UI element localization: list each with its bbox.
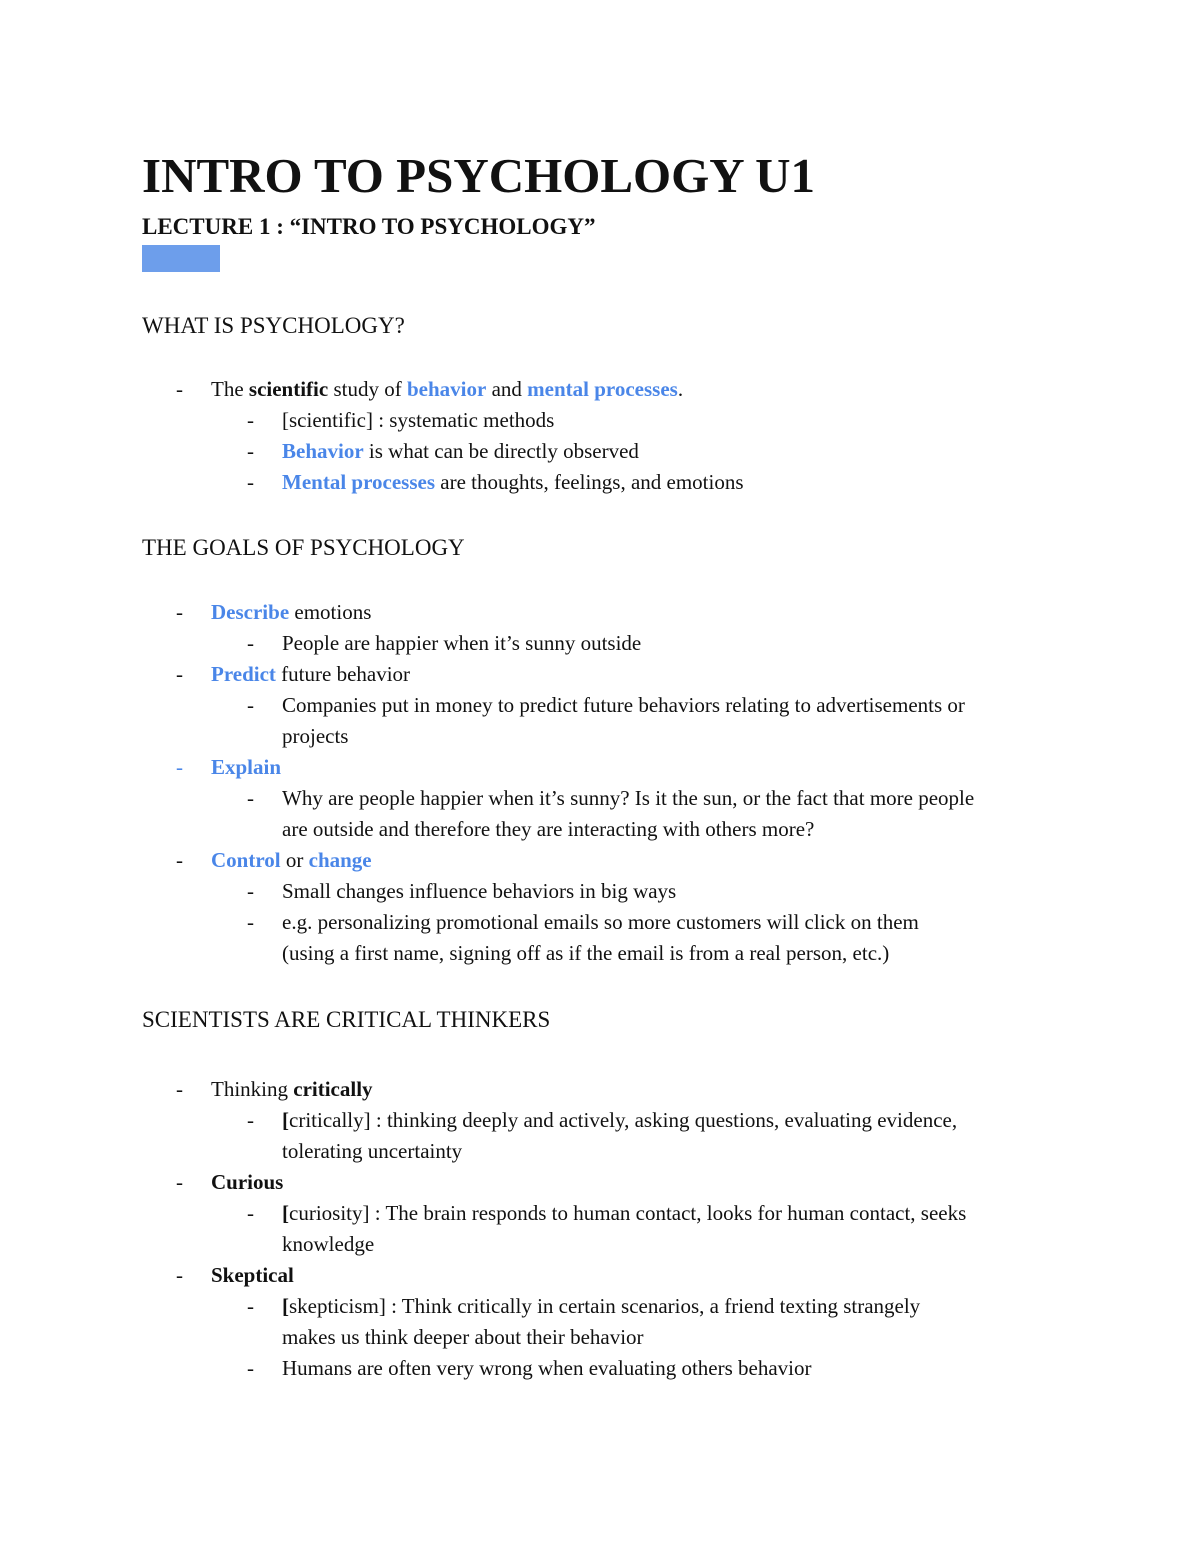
bullet-dash: -	[176, 662, 183, 686]
text-run: are thoughts, feelings, and emotions	[435, 470, 744, 494]
text-run: : systematic methods	[372, 408, 555, 432]
bullet-text	[282, 436, 639, 467]
section-heading-critical-thinkers: SCIENTISTS ARE CRITICAL THINKERS	[142, 1007, 551, 1032]
text-run: : Think critically in certain scenarios, a friend texting strangely	[385, 1294, 921, 1318]
bullet-text	[211, 1074, 373, 1105]
key-term: Control	[211, 848, 281, 872]
key-term: Explain	[211, 755, 282, 779]
bracket-term: skepticism]	[289, 1294, 386, 1318]
bullet-dash: -	[176, 1170, 183, 1194]
text-run: : thinking deeply and actively, asking questions, evaluating evidence,	[370, 1108, 958, 1132]
bullet-text	[282, 1198, 966, 1229]
bold-term: scientific	[248, 377, 329, 401]
bullet-dash: -	[247, 1108, 254, 1132]
section-heading-what-is-psychology: WHAT IS PSYCHOLOGY?	[142, 313, 405, 338]
bullet-dash: -	[247, 470, 254, 494]
bullet-text: Small changes influence behaviors in big ways	[282, 879, 677, 903]
key-term: Predict	[211, 662, 276, 686]
bullet-dash: -	[176, 377, 183, 401]
text-run: and	[486, 377, 528, 401]
text-run: .	[677, 377, 684, 401]
text-run: Thinking	[211, 1077, 294, 1101]
bullet-text: are outside and therefore they are interacting with others more?	[282, 817, 815, 841]
bullet-text: projects	[282, 724, 349, 748]
bullet-text	[211, 374, 683, 405]
bracket-term: critically]	[289, 1108, 371, 1132]
bullet-text: makes us think deeper about their behavior	[282, 1325, 644, 1349]
bracket: [	[282, 1108, 289, 1132]
bullet-dash: -	[247, 631, 254, 655]
bracket: [	[282, 1201, 289, 1225]
bullet-dash: -	[247, 693, 254, 717]
highlight-block	[142, 245, 220, 272]
bullet-dash: -	[176, 1077, 183, 1101]
document-title: INTRO TO PSYCHOLOGY U1	[142, 148, 815, 203]
bold-term: critically	[293, 1077, 373, 1101]
bullet-dash: -	[247, 408, 254, 432]
bracket-term: [scientific]	[282, 408, 373, 432]
text-run: future behavior	[275, 662, 411, 686]
bullet-dash: -	[176, 600, 183, 624]
bullet-dash: -	[247, 1294, 254, 1318]
lecture-title: LECTURE 1 : “INTRO TO PSYCHOLOGY”	[142, 214, 596, 239]
bullet-text	[211, 597, 371, 628]
key-term: behavior	[406, 377, 487, 401]
section-heading-goals: THE GOALS OF PSYCHOLOGY	[142, 535, 465, 560]
bullet-text	[211, 845, 372, 876]
text-run: The	[211, 377, 249, 401]
key-term: Mental processes	[282, 470, 435, 494]
bold-term: Skeptical	[211, 1263, 294, 1287]
bullet-dash: -	[247, 879, 254, 903]
bullet-dash: -	[176, 1263, 183, 1287]
bracket: [	[282, 1294, 289, 1318]
text-run: study of	[328, 377, 407, 401]
bullet-text: Why are people happier when it’s sunny? Is it the sun, or the fact that more people	[282, 786, 975, 810]
bullet-text: (using a first name, signing off as if the email is from a real person, etc.)	[282, 941, 890, 965]
bullet-text	[282, 1291, 920, 1322]
bullet-text	[211, 659, 410, 690]
bullet-dash: -	[247, 1356, 254, 1380]
bullet-dash: -	[247, 786, 254, 810]
text-run: : The brain responds to human contact, looks for human contact, seeks	[369, 1201, 967, 1225]
text-run: emotions	[289, 600, 372, 624]
bullet-dash: -	[247, 910, 254, 934]
bullet-dash: -	[176, 755, 183, 779]
bullet-text: tolerating uncertainty	[282, 1139, 463, 1163]
key-term: change	[308, 848, 372, 872]
bullet-dash: -	[247, 1201, 254, 1225]
text-run: or	[280, 848, 309, 872]
bullet-text	[282, 405, 554, 436]
bold-term: Curious	[211, 1170, 284, 1194]
bracket-term: curiosity]	[289, 1201, 370, 1225]
bullet-dash: -	[247, 439, 254, 463]
bullet-text: Companies put in money to predict future behaviors relating to advertisements or	[282, 693, 965, 717]
bullet-text: knowledge	[282, 1232, 375, 1256]
key-term: Behavior	[282, 439, 364, 463]
bullet-text: Humans are often very wrong when evaluating others behavior	[282, 1356, 812, 1380]
bullet-text	[282, 467, 744, 498]
bullet-text: e.g. personalizing promotional emails so more customers will click on them	[282, 910, 919, 934]
key-term: Describe	[211, 600, 290, 624]
bullet-text	[282, 1105, 957, 1136]
key-term: mental processes	[527, 377, 678, 401]
bullet-text: People are happier when it’s sunny outside	[282, 631, 642, 655]
bullet-dash: -	[176, 848, 183, 872]
text-run: is what can be directly observed	[363, 439, 639, 463]
